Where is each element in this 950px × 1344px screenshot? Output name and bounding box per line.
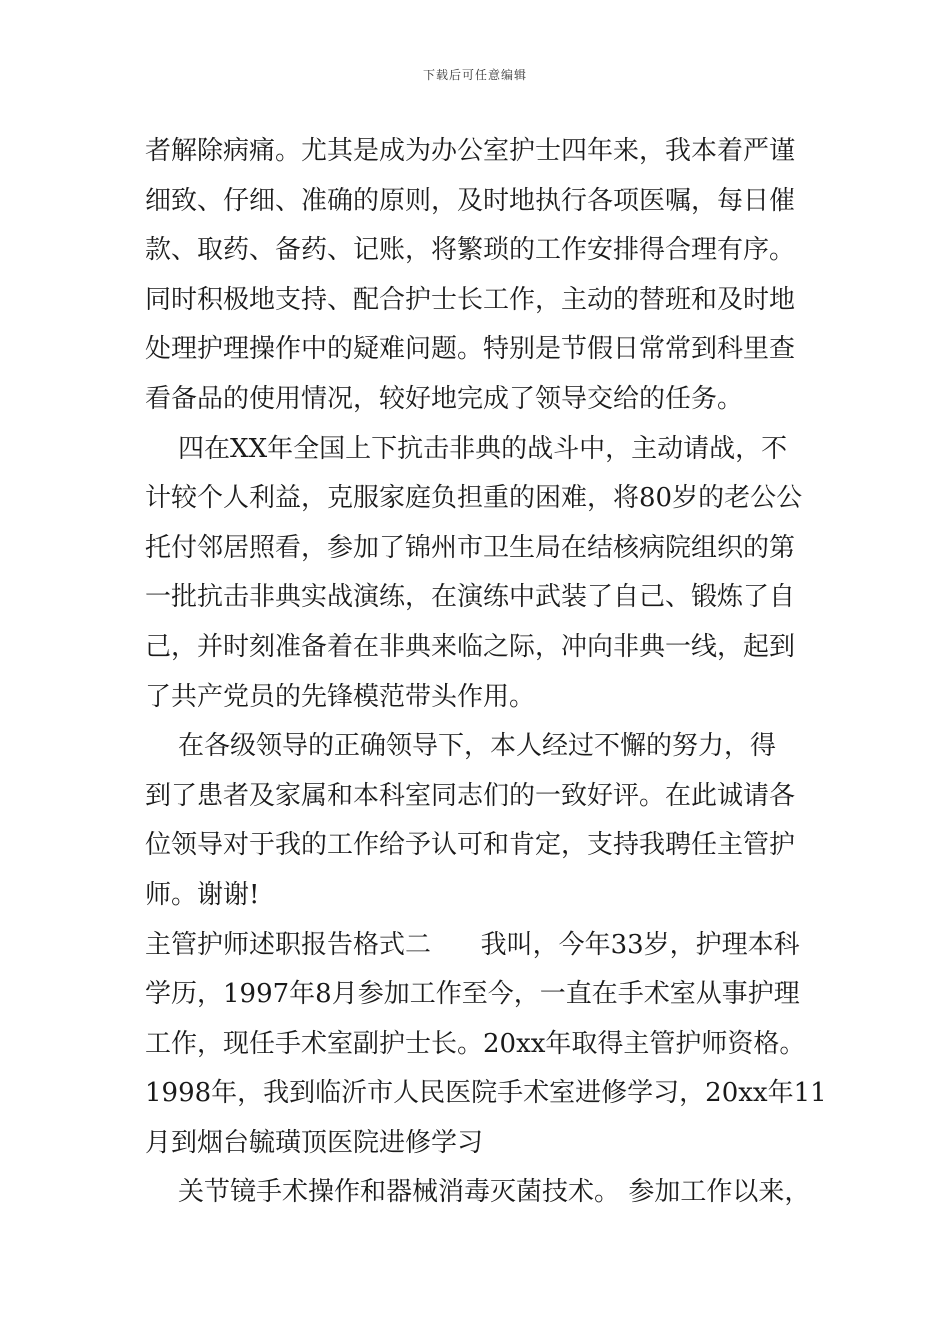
text-line: 学历，1997年8月参加工作至今，一直在手术室从事护理: [145, 979, 800, 1010]
text-line: 工作，现任手术室副护士长。20xx年取得主管护师资格。: [145, 1028, 806, 1059]
text-line: 看备品的使用情况，较好地完成了领导交给的任务。: [145, 383, 744, 414]
text-line: 到了患者及家属和本科室同志们的一致好评。在此诚请各: [145, 780, 796, 811]
text-line: 在各级领导的正确领导下，本人经过不懈的努力，得: [145, 731, 777, 762]
text-line: 四在XX年全国上下抗击非典的战斗中，主动请战，不: [145, 433, 788, 464]
text-line: 1998年，我到临沂市人民医院手术室进修学习，20xx年11: [145, 1078, 827, 1109]
text-line: 者解除病痛。尤其是成为办公室护士四年来，我本着严谨: [145, 136, 796, 166]
text-line: 同时积极地支持、配合护士长工作，主动的替班和及时地: [145, 284, 796, 315]
text-line: 处理护理操作中的疑难问题。特别是节假日常常到科里查: [145, 334, 796, 365]
text-line: 关节镜手术操作和器械消毒灭菌技术。 参加工作以来，: [145, 1177, 811, 1208]
text-line: 细致、仔细、准确的原则，及时地执行各项医嘱，每日催: [145, 185, 796, 216]
text-line: 一批抗击非典实战演练，在演练中武装了自己、锻炼了自: [145, 582, 796, 613]
text-line: 托付邻居照看，参加了锦州市卫生局在结核病院组织的第: [145, 532, 796, 563]
text-line: 位领导对于我的工作给予认可和肯定，支持我聘任主管护: [145, 830, 796, 861]
page-header: 下载后可任意编辑: [422, 68, 527, 82]
document-body: [145, 127, 835, 1218]
text-line: 了共产党员的先锋模范带头作用。: [145, 681, 536, 712]
text-line: 款、取药、备药、记账，将繁琐的工作安排得合理有序。: [145, 235, 796, 266]
text-line: 师。谢谢!: [145, 879, 260, 910]
section-heading-line: 主管护师述职报告格式二 我叫，今年33岁，护理本科: [145, 929, 800, 960]
text-line: 月到烟台毓璜顶医院进修学习: [145, 1127, 484, 1158]
text-line: 计较个人利益，克服家庭负担重的困难，将80岁的老公公: [145, 483, 803, 514]
text-line: 己，并时刻准备着在非典来临之际，冲向非典一线，起到: [145, 631, 796, 662]
